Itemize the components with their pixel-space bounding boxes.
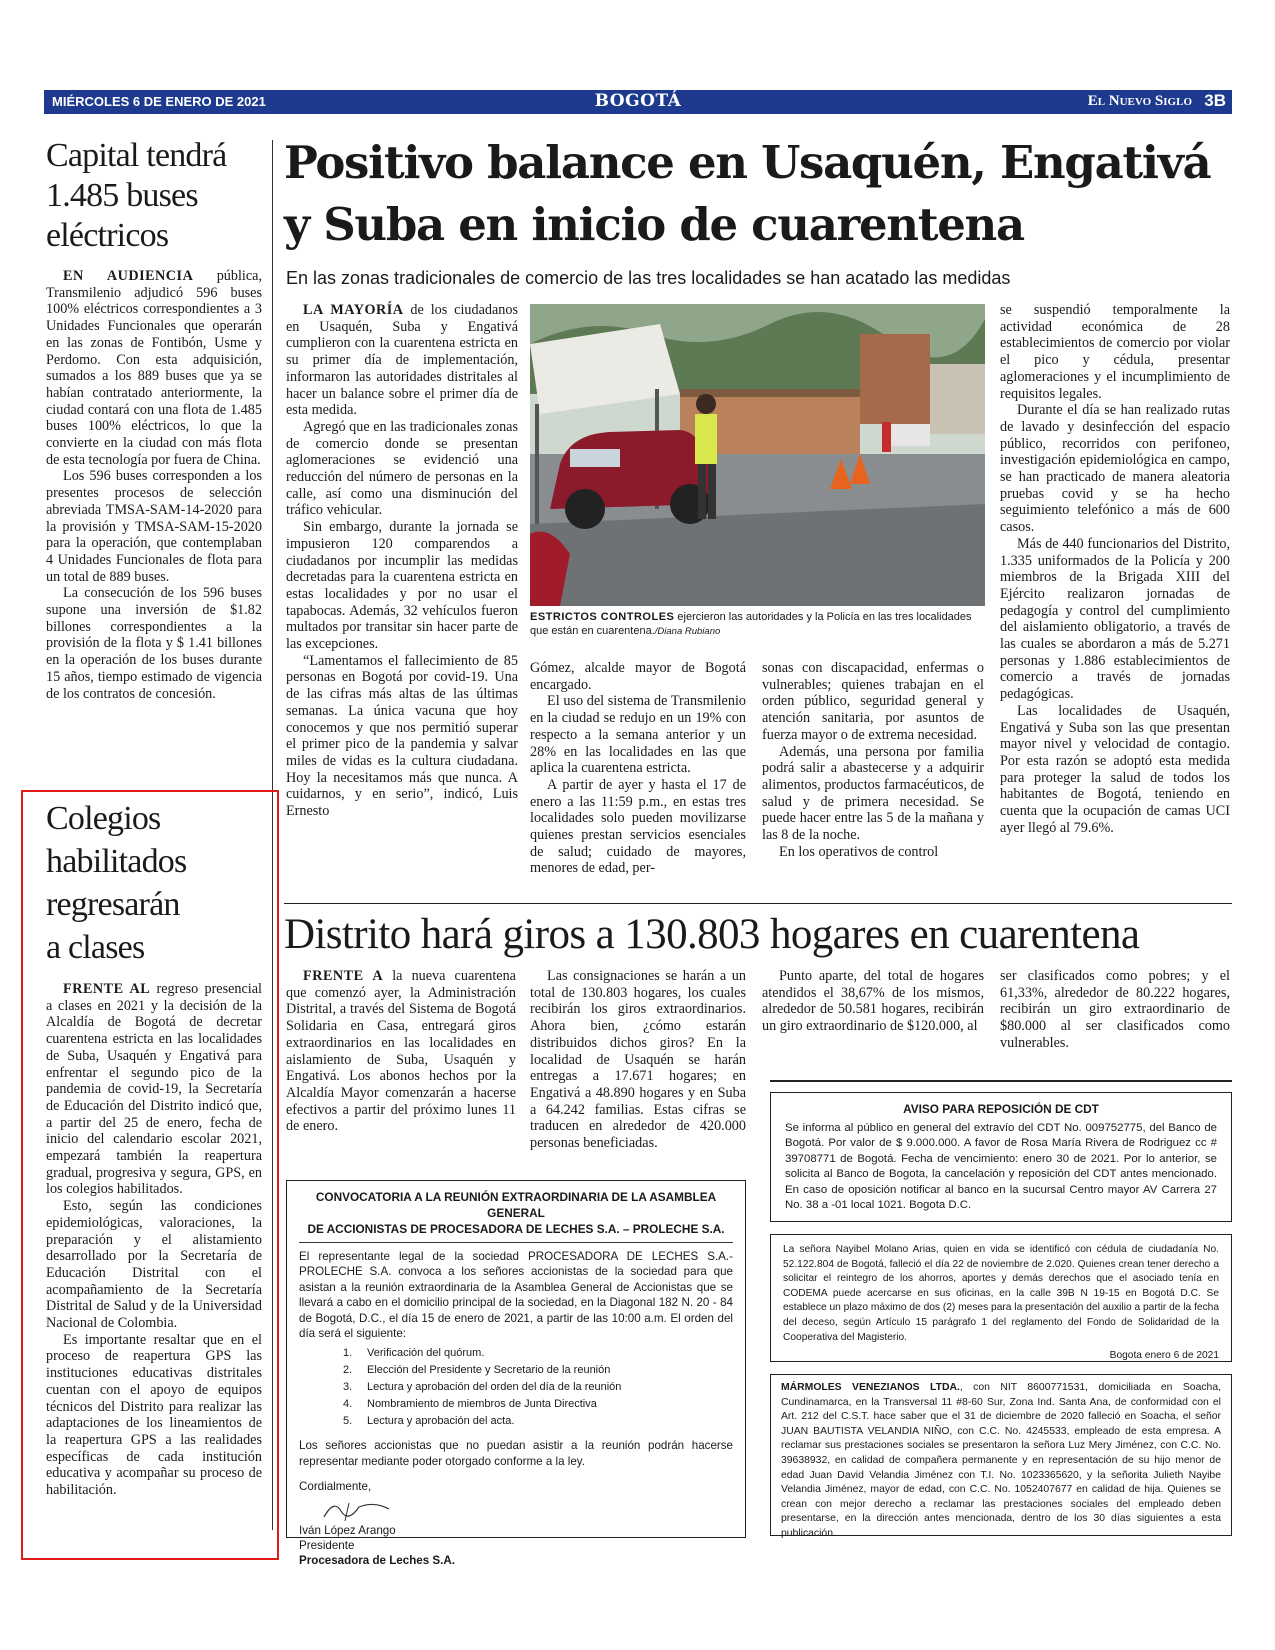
paragraph: Más de 440 funcionarios del Distrito, 1.335 uniformados de la Policía y 200 miembros de la Brigada XIII del Ejército realizaron jornadas de pedagogía y control del cumplimiento del aislamiento obligatorio, a través de las cuales se abordaron a más de 5.271 personas y 1.886 establecimientos de comercio a través de jornadas pedagógicas.	[1000, 535, 1230, 703]
article-divider	[284, 903, 1232, 904]
signature-scribble	[319, 1497, 399, 1523]
giros-col-3	[762, 968, 984, 1035]
paragraph: Sin embargo, durante la jornada se impusieron 120 comparendos a ciudadanos por incumplir las medidas decretadas para la cuarentena estricta en estas localidades y por no usar el tapabocas. Además, 32 vehículos fueron multados por transitar sin hacer parte de las excepciones.	[286, 519, 518, 653]
paragraph: En los operativos de control	[779, 843, 939, 860]
notice-proleche-agenda	[299, 1345, 733, 1430]
article-buses-title: Capital tendrá 1.485 buses eléctricos	[46, 137, 227, 254]
paragraph: Las consignaciones se harán a un total de 130.803 hogares, los cuales recibirán los giros extraordinarios. Ahora bien, ¿cómo estarán distribuidos dichos giros? En la localidad de Usaquén se harán entregas a 17.671 hogares; en Engativá a 48.890 hogares y en Suba a 64.242 familias. Estas cifras se traducen en alrededor de 420.000 personas beneficiadas.	[530, 968, 746, 1152]
main-article-title: Positivo balance en Usaquén, Engativá y Suba en inicio de cuarentena	[284, 136, 1211, 251]
notice-proleche-salutation: Cordialmente,	[299, 1480, 372, 1494]
paragraph: Los 596 buses corresponden a los presentes procesos de selección abreviada TMSA-SAM-14-2020 para la provisión y TMSA-SAM-15-2020 para la operación, que contemplaban 4 Unidades Funcionales de flota para un total de 889 buses.	[46, 468, 262, 585]
article-buses	[46, 136, 262, 702]
notice-proleche-title: CONVOCATORIA A LA REUNIÓN EXTRAORDINARIA DE LA ASAMBLEA GENERAL DE ACCIONISTAS DE PROCESADORA DE LECHES S.A. – PROLECHE S.A.	[307, 1190, 725, 1236]
notice-marmoles-body: MÁRMOLES VENEZIANOS LTDA., con NIT 8600771531, domiciliada en Soacha, Cundinamarca, en la Transversal 11 #8-60 Sur, Zona Ind. Santa Ana, de conformidad con el Art. 212 del C.S.T. hace saber que el 31 de diciembre de 2020 falleció en Soacha, el señor JUAN BAUTISTA VELANDIA NIÑO, con C.C. No. 4245533, empleado de esta empresa. A reclamar sus prestaciones sociales se presentaron la señora Luz Mery Jiménez, con C.C. No. 39638932, en calidad de compañera permanente y en representación de su hijo menor de edad Juan David Velandia Jiménez con T.I. No. 1023365620, y la señorita Julieth Nayibe Velandia Jiménez, mayor de edad, con C.C. No. 1052407677 en calidad de hija. Quienes se crean con mejor derecho a reclamar las prestaciones sociales del empleado deben presentarse, en la dirección antes mencionada, dentro de los 30 días siguientes a esta publicación.	[781, 1382, 1222, 1539]
paragraph: LA MAYORÍA de los ciudadanos en Usaquén, Suba y Engativá cumplieron con la cuarentena estricta en su primer día de implementación, informaron las autoridades distritales al hacer un balance sobre el primer día de esta medida.	[286, 302, 518, 419]
notice-molano-date: Bogota enero 6 de 2021	[1109, 1350, 1219, 1362]
paragraph: FRENTE A la nueva cuarentena que comenzó ayer, la Administración Distrital, a través del Sistema de Bogotá Solidaria en Casa, entregará giros extraordinarios en las localidades en aislamiento de Suba, Usaquén y Engativá. Los abonos hechos por la Alcaldía Mayor comenzarán a hacerse efectivos a partir del próximo lunes 11 de enero.	[286, 968, 516, 1135]
page-header-bar	[44, 90, 1232, 114]
notice-divider	[299, 1242, 733, 1243]
main-article-col-3	[762, 660, 984, 860]
article-colegios-title: Colegios habilitados regresarán a clases	[46, 800, 187, 966]
paragraph: Además, una persona por familia podrá salir a abastecerse y a adquirir alimentos, productos farmacéuticos, de salud y de primera necesidad. Se puede hacer entre las 5 de la mañana y las 8 de la noche.	[762, 743, 984, 844]
issue-date: MIÉRCOLES 6 DE ENERO DE 2021	[52, 94, 266, 109]
paragraph: Durante el día se han realizado rutas de lavado y desinfección del espacio público, recorridos con perifoneo, investigación epidemiológica en campo, se han practicado de manera aleatoria pruebas covid y se ha hecho seguimiento telefónico a más de 600 casos.	[1000, 402, 1230, 536]
giros-article-title: Distrito hará giros a 130.803 hogares en cuarentena	[284, 911, 1140, 958]
paragraph: La consecución de los 596 buses supone una inversión de $1.82 billones correspondientes a la provisión de la flota y $ 1.41 billones en la operación de los buses durante 15 años, tiempo estimado de vigencia de los contratos de concesión.	[46, 585, 262, 702]
paragraph: sonas con discapacidad, enfermas o vulnerables; quienes trabajan en el orden público, seguridad general y atención sanitaria, por asuntos de fuerza mayor o de extrema necesidad.	[762, 660, 984, 743]
giros-col-2	[530, 968, 746, 1152]
main-article-col-2	[530, 660, 746, 877]
notice-proleche-role: Presidente	[299, 1539, 355, 1553]
paragraph: EN AUDIENCIA pública, Transmilenio adjudicó 596 buses 100% eléctricos correspondientes a 3 Unidades Funcionales que operarán en las zonas de Fontibón, Usme y Perdomo. Con esta adquisición, sumados a los 889 buses que ya se habían contratado anteriormente, la ciudad contará con una flota de 1.485 buses 100% eléctricos, lo que la convierte en la ciudad con más flota de esta tecnología por fuera de China.	[46, 268, 262, 468]
agenda-item: 2. Elección del Presidente y Secretario de la reunión	[343, 1364, 611, 1377]
agenda-item: 1. Verificación del quórum.	[343, 1347, 485, 1360]
paragraph: FRENTE AL regreso presencial a clases en 2021 y la decisión de la Alcaldía de Bogotá de decretar cuarentena estricta en las localidades de Suba, Usaquén y Engativá para enfrentar el segundo pico de la pandemia de covid-19, la Secretaría de Educación del Distrito indicó que, a partir del 25 de enero, fecha de inicio del calendario escolar 2021, empezará también la reapertura gradual, progresiva y segura, GPS, en los colegios habilitados.	[46, 981, 262, 1198]
giros-col-4	[1000, 968, 1230, 1052]
main-article-col-4	[1000, 302, 1230, 837]
paragraph: “Lamentamos el fallecimiento de 85 personas en Bogotá por covid-19. Una de las cifras más altas de las últimas semanas. La única vacuna que hoy conocemos y que nos permitió superar el primer pico de la pandemia y salvar miles de vidas es la cultura ciudadana. Hoy la necesitamos más que nunca. A cuidarnos, y en serio”, indicó, Luis Ernesto	[286, 652, 518, 820]
main-article-subtitle: En las zonas tradicionales de comercio de las tres localidades se han acatado las medidas	[286, 268, 1011, 288]
agenda-item: 5. Lectura y aprobación del acta.	[343, 1415, 515, 1428]
notice-cdt-title: AVISO PARA REPOSICIÓN DE CDT	[903, 1102, 1099, 1116]
notice-proleche-signer: Iván López Arango	[299, 1523, 396, 1537]
agenda-item: 3. Lectura y aprobación del orden del día de la reunión	[343, 1381, 622, 1394]
notice-cdt-body: Se informa al público en general del extravío del CDT No. 009752775, del Banco de Bogotá. Por valor de $ 9.000.000. A favor de Rosa María Rivera de Rodriguez cc # 39708771 de Bogotá. Fecha de vencimiento: enero 30 de 2021. Por lo anterior, se solicita al Banco de Bogota, la cancelación y reposición del CDT antes mencionado. En caso de oposición notificar al banco en la sucursal Centro mayor AV Carrera 27 No. 38 a -01 local 1021. Bogota D.C.	[785, 1122, 1217, 1212]
paragraph: A partir de ayer y hasta el 17 de enero a las 11:59 p.m., en estas tres localidades solo pueden movilizarse quienes prestan servicios esenciales de salud; cuidado de mayores, menores de edad, per-	[530, 776, 746, 877]
notice-cdt	[770, 1092, 1232, 1222]
paragraph: se suspendió temporalmente la actividad económica de 28 establecimientos de comercio por violar el pico y cédula, presentar aglomeraciones y el incumplimiento de requisitos legales.	[1000, 302, 1230, 402]
paragraph: Punto aparte, del total de hogares atendidos el 38,67% de los mismos, alrededor de 50.581 hogares, recibirán un giro extraordinario de $120.000, al	[762, 968, 984, 1035]
notice-molano	[770, 1234, 1232, 1362]
article-buses-body	[46, 268, 262, 702]
agenda-item: 4. Nombramiento de miembros de Junta Directiva	[343, 1398, 597, 1411]
paragraph: ser clasificados como pobres; y el 61,33%, alrededor de 80.222 hogares, recibirán un giro extraordinario de $80.000 al ser clasificados como vulnerables.	[1000, 968, 1230, 1051]
paragraph: Es importante resaltar que en el proceso de reapertura GPS las instituciones educativas distritales cuentan con el apoyo de equipos técnicos del Distrito para realizar las adaptaciones de los lineamientos de la reapertura GPS a las realidades específicas de cada institución educativa y acompañar su proceso de habilitación.	[46, 1331, 262, 1499]
notice-proleche-org: Procesadora de Leches S.A.	[299, 1554, 455, 1568]
paragraph: El uso del sistema de Transmilenio en la ciudad se redujo en un 19% con respecto a la semana anterior y un 28% en las localidades en las que aplica la cuarentena estricta.	[530, 693, 746, 777]
paragraph: Esto, según las condiciones epidemiológicas, valoraciones, la preparación y el alistamiento desarrollado por la Secretaría de Educación Distrital con el acompañamiento de la Secretaría Distrital de Salud y de la Universidad Nacional de Colombia.	[46, 1198, 262, 1332]
paragraph: Agregó que en las tradicionales zonas de comercio donde se presentan aglomeraciones se evidenció una reducción del número de personas en la calle, así como una disminución del tráfico vehicular.	[286, 418, 518, 519]
photo-caption: ESTRICTOS CONTROLES ejercieron las autoridades y la Policía en las tres localidades que están en cuarentena./Diana Rubiano	[530, 611, 972, 637]
newspaper-brand: El Nuevo Siglo	[1087, 93, 1192, 109]
section-name: BOGOTÁ	[594, 91, 682, 111]
notice-proleche-body: El representante legal de la sociedad PROCESADORA DE LECHES S.A.- PROLECHE S.A. convoca a los señores accionistas de la sociedad para que asistan a la reunión extraordinaria de la Asamblea General de Accionistas que se llevará a cabo en el domicilio principal de la sociedad, en la Diagonal 182 N. 20 - 84 de Bogotá, D.C., el día 15 de enero de 2021, a partir de las 10:00 a.m. El orden del día será el siguiente:	[299, 1250, 733, 1341]
article-colegios	[46, 797, 262, 1499]
notice-marmoles	[770, 1374, 1232, 1539]
photo-illustration	[530, 304, 985, 606]
paragraph: Gómez, alcalde mayor de Bogotá encargado.	[530, 660, 746, 693]
notice-molano-body: La señora Nayibel Molano Arias, quien en vida se identificó con cédula de ciudadanía No. 52.122.804 de Bogotá, falleció el día 22 de noviembre de 2.020. Quienes crean tener derecho a solicitar el reintegro de los ahorros, aportes y demás derechos que el asociado tenía en CODEMA puede acercarse en sus oficinas, en la calle 39B N 19-15 en Bogotá D.C. Se establece un plazo máximo de dos (2) meses para la presentación del auxilio a partir de la fecha del deceso, según Artículo 15 parágrafo 1 del reglamento del Fondo de Solidaridad de la Cooperativa del Magisterio.	[783, 1244, 1219, 1343]
street-checkpoint-photo	[530, 304, 985, 606]
main-article-col-1	[286, 302, 518, 820]
notice-proleche	[286, 1180, 746, 1568]
notice-top-rule	[770, 1080, 1232, 1082]
giros-col-1	[286, 968, 516, 1135]
notice-proleche-closing: Los señores accionistas que no puedan asistir a la reunión podrán hacerse representar mediante poder otorgado conforme a la ley.	[299, 1439, 733, 1468]
article-colegios-body	[46, 981, 262, 1499]
page-number: 3B	[1204, 91, 1226, 110]
notice-marmoles-company: MÁRMOLES VENEZIANOS LTDA.	[781, 1382, 960, 1393]
paragraph: Las localidades de Usaquén, Engativá y Suba son las que presentan mayor nivel y velocidad de contagio. Por esta razón se adoptó esta medida para proteger la salud de todos los habitantes de Bogotá, teniendo en cuenta que la ocupación de camas UCI ayer llegó al 79.6%.	[1000, 702, 1230, 836]
